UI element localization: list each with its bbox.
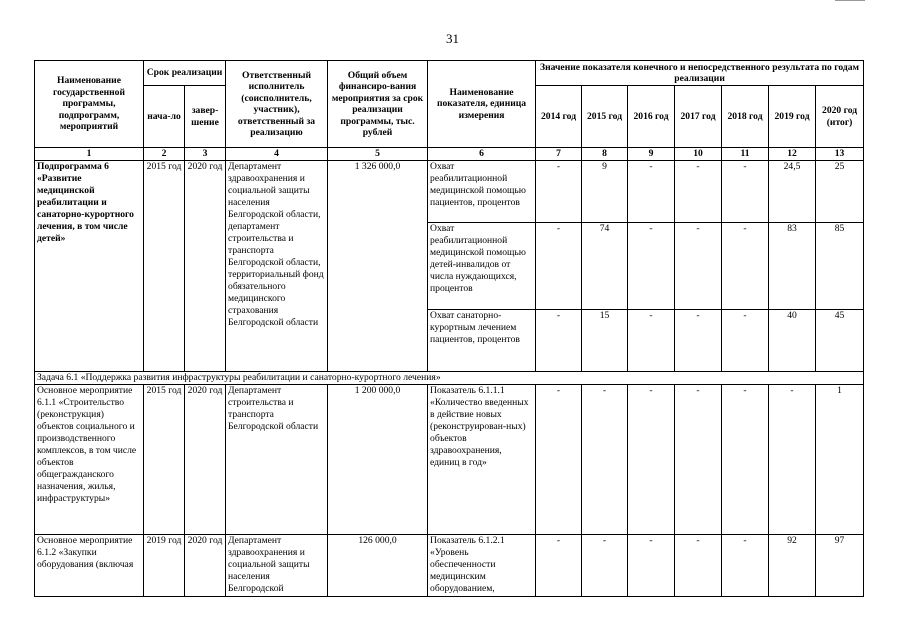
indicator-value: 15 (582, 309, 628, 371)
indicator-value: 1 (816, 384, 864, 534)
table-row (35, 384, 864, 534)
header-name: Наименование государственной программы, подпрограмм, мероприятий (35, 61, 144, 148)
indicator-value: - (722, 534, 769, 596)
task-title: Задача 6.1 «Поддержка развития инфраструктуры реабилитации и санаторно-курортного лечения» (35, 371, 864, 384)
table-row (35, 534, 864, 596)
col-number: 6 (428, 148, 536, 161)
indicator-value: - (675, 160, 722, 222)
indicator-value: 85 (816, 222, 864, 309)
indicator-value: - (536, 222, 582, 309)
indicator-value: - (536, 160, 582, 222)
header-values-title: Значение показателя конечного и непосредственного результата по годам реализации (536, 61, 864, 86)
subprogram-executor: Департамент здравоохранения и социальной защиты населения Белгородской области, департамент строительства и транспорта Белгородской области, территориальный фонд обязательного медицинского страхования Белгородской области (226, 160, 328, 371)
task-row (35, 371, 864, 384)
indicator-value: - (769, 384, 816, 534)
activity-start: 2019 год (144, 534, 185, 596)
indicator-value: 97 (816, 534, 864, 596)
indicator-value: - (628, 160, 675, 222)
header-year: 2017 год (675, 86, 722, 148)
indicator-value: 24,5 (769, 160, 816, 222)
indicator-value: 74 (582, 222, 628, 309)
indicator-value: - (722, 384, 769, 534)
indicator-value: - (722, 222, 769, 309)
indicator-value: - (675, 222, 722, 309)
activity-end: 2020 год (185, 534, 226, 596)
indicator-name: Охват санаторно-курортным лечением пациентов, процентов (428, 309, 536, 371)
indicator-name: Охват реабилитационной медицинской помощью пациентов, процентов (428, 160, 536, 222)
header-year: 2014 год (536, 86, 582, 148)
scan-mark (835, 0, 865, 5)
indicator-value: 25 (816, 160, 864, 222)
indicator-value: - (628, 309, 675, 371)
subprogram-end: 2020 год (185, 160, 226, 371)
indicator-value: 40 (769, 309, 816, 371)
indicator-value: - (628, 534, 675, 596)
header-year: 2015 год (582, 86, 628, 148)
col-number: 5 (328, 148, 428, 161)
header-year: 2019 год (769, 86, 816, 148)
indicator-value: - (536, 309, 582, 371)
indicator-value: - (722, 309, 769, 371)
program-table (34, 60, 864, 597)
activity-indicator: Показатель 6.1.1.1 «Количество введенных в действие новых (реконструирован-ных) объектов здравоохранения, единиц в год» (428, 384, 536, 534)
table-row (35, 160, 864, 222)
col-number: 3 (185, 148, 226, 161)
indicator-value: - (628, 384, 675, 534)
col-number: 13 (816, 148, 864, 161)
indicator-value: - (582, 534, 628, 596)
activity-indicator: Показатель 6.1.2.1 «Уровень обеспеченности медицинским оборудованием, (428, 534, 536, 596)
col-number: 11 (722, 148, 769, 161)
indicator-value: - (675, 384, 722, 534)
page-number: 31 (446, 31, 459, 46)
header-year: 2020 год (итог) (816, 86, 864, 148)
activity-finance: 126 000,0 (328, 534, 428, 596)
col-number: 4 (226, 148, 328, 161)
header-start: нача-ло (144, 86, 185, 148)
col-number: 9 (628, 148, 675, 161)
col-number: 8 (582, 148, 628, 161)
subprogram-name: Подпрограмма 6 «Развитие медицинской реабилитации и санаторно-курортного лечения, в том числе детей» (35, 160, 144, 371)
activity-executor: Департамент здравоохранения и социальной защиты населения Белгородской (226, 534, 328, 596)
header-indicator: Наименование показателя, единица измерения (428, 61, 536, 148)
indicator-value: - (675, 309, 722, 371)
activity-start: 2015 год (144, 384, 185, 534)
indicator-value: 92 (769, 534, 816, 596)
col-number: 2 (144, 148, 185, 161)
subprogram-start: 2015 год (144, 160, 185, 371)
indicator-name: Охват реабилитационной медицинской помощью детей-инвалидов от числа нуждающихся, процентов (428, 222, 536, 309)
header-finance: Общий объем финансиро-вания мероприятия за срок реализации программы, тыс. рублей (328, 61, 428, 148)
indicator-value: 83 (769, 222, 816, 309)
header-executor: Ответственный исполнитель (соисполнитель, участник), ответственный за реализацию (226, 61, 328, 148)
subprogram-finance: 1 326 000,0 (328, 160, 428, 371)
indicator-value: - (536, 384, 582, 534)
col-number: 7 (536, 148, 582, 161)
indicator-value: - (675, 534, 722, 596)
col-number: 1 (35, 148, 144, 161)
indicator-value: 45 (816, 309, 864, 371)
indicator-value: - (628, 222, 675, 309)
activity-finance: 1 200 000,0 (328, 384, 428, 534)
indicator-value: - (722, 160, 769, 222)
indicator-value: - (582, 384, 628, 534)
header-year: 2016 год (628, 86, 675, 148)
indicator-value: 9 (582, 160, 628, 222)
activity-name: Основное мероприятие 6.1.2 «Закупки оборудования (включая (35, 534, 144, 596)
header-term: Срок реализации (144, 61, 226, 86)
header-end: завер-шение (185, 86, 226, 148)
header-year: 2018 год (722, 86, 769, 148)
activity-executor: Департамент строительства и транспорта Белгородской области (226, 384, 328, 534)
indicator-value: - (536, 534, 582, 596)
activity-end: 2020 год (185, 384, 226, 534)
col-number: 10 (675, 148, 722, 161)
activity-name: Основное мероприятие 6.1.1 «Строительство (реконструкция) объектов социального и производственного комплексов, в том числе объектов общегражданского назначения, жилья, инфраструктуры» (35, 384, 144, 534)
col-number: 12 (769, 148, 816, 161)
